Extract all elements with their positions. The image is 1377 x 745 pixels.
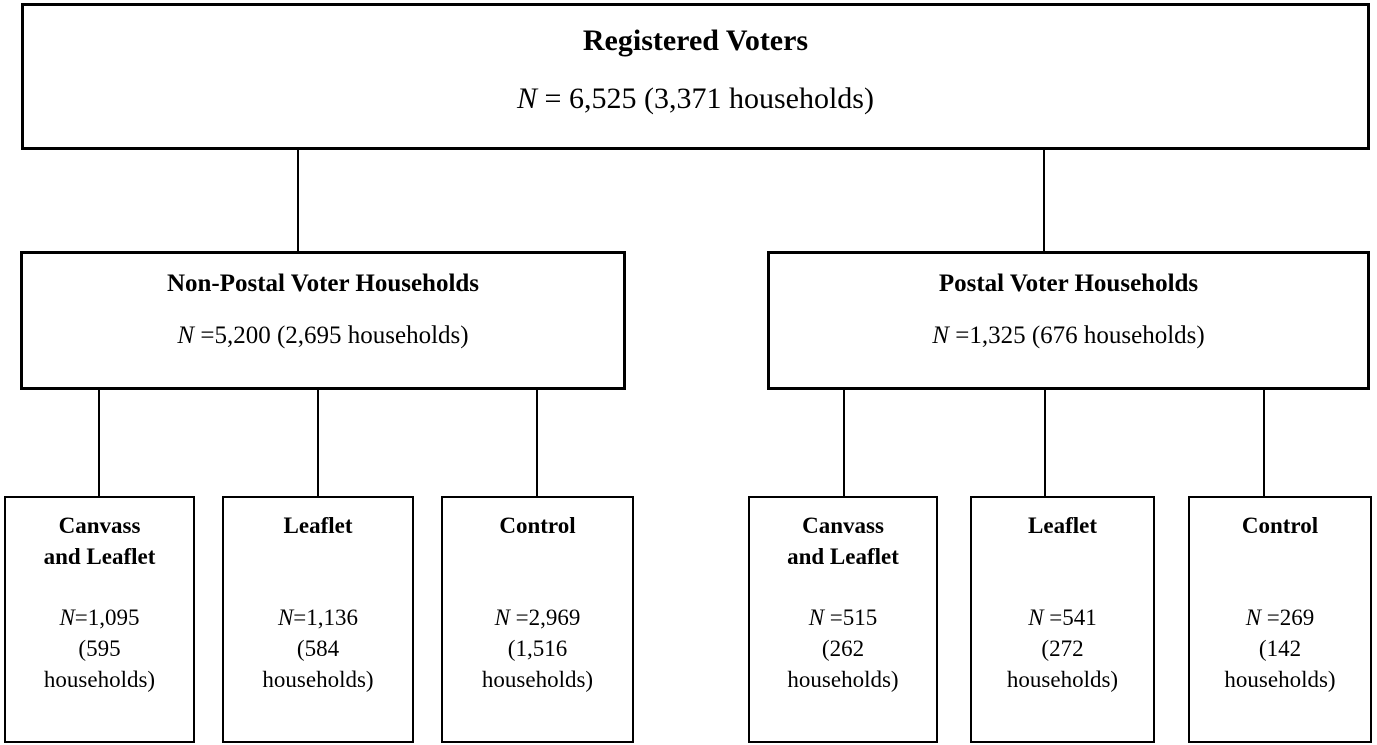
arm-n <box>1190 602 1370 633</box>
arm-title <box>750 510 936 572</box>
connector-nonpostal-to-canvass <box>98 388 100 497</box>
arm-title <box>443 510 632 541</box>
arm-title-line1: Control <box>499 513 576 538</box>
arm-title-line2: and Leaflet <box>43 544 156 569</box>
connector-root-to-nonpostal <box>297 148 299 251</box>
n-symbol: N <box>932 322 949 349</box>
arm-households-line1: (595 <box>78 636 121 661</box>
non-postal-count <box>23 322 623 350</box>
arm-n <box>972 602 1153 633</box>
n-symbol: N <box>517 82 538 115</box>
connector-postal-to-canvass <box>843 388 845 497</box>
n-symbol: N <box>59 605 75 630</box>
arm-n <box>443 602 632 633</box>
arm-households-line1: (262 <box>821 636 865 661</box>
non-postal-control-box <box>441 496 634 743</box>
arm-title <box>972 510 1153 541</box>
non-postal-n-value: =5,200 (2,695 households) <box>194 322 469 349</box>
arm-n-value: =515 <box>824 605 878 630</box>
arm-households-line2: households) <box>1224 667 1336 692</box>
n-symbol: N <box>177 322 195 349</box>
non-postal-households-box <box>20 251 626 390</box>
non-postal-title: Non-Postal Voter Households <box>166 270 480 297</box>
arm-n-value: =1,136 <box>293 605 359 630</box>
arm-n-value: =2,969 <box>509 605 581 630</box>
arm-households-line2: households) <box>787 667 899 692</box>
arm-n <box>224 602 412 633</box>
n-symbol: N <box>808 605 825 630</box>
arm-title-line1: Control <box>1241 513 1319 538</box>
n-symbol: N <box>277 605 294 630</box>
arm-counts <box>1190 602 1370 695</box>
arm-title <box>224 510 412 541</box>
arm-counts <box>6 602 193 695</box>
arm-households-line2: households) <box>262 667 374 692</box>
arm-n-value: =541 <box>1043 605 1097 630</box>
registered-voters-title: Registered Voters <box>582 24 809 57</box>
arm-n-value: =269 <box>1261 605 1315 630</box>
arm-households-line2: households) <box>481 667 594 692</box>
arm-households-line2: households) <box>43 667 156 692</box>
arm-counts <box>443 602 632 695</box>
connector-postal-to-leaflet <box>1044 388 1046 497</box>
arm-n <box>6 602 193 633</box>
arm-n-value: =1,095 <box>74 605 140 630</box>
postal-count <box>770 322 1367 350</box>
non-postal-leaflet-box <box>222 496 414 743</box>
n-symbol: N <box>1245 605 1262 630</box>
connector-nonpostal-to-leaflet <box>317 388 319 497</box>
arm-title-line2: and Leaflet <box>787 544 899 569</box>
n-symbol: N <box>494 605 510 630</box>
postal-control-box <box>1188 496 1372 743</box>
arm-title <box>6 510 193 572</box>
postal-n-value: =1,325 (676 households) <box>948 322 1205 349</box>
arm-n <box>750 602 936 633</box>
connector-root-to-postal <box>1043 148 1045 251</box>
registered-voters-count <box>24 82 1367 116</box>
arm-counts <box>972 602 1153 695</box>
arm-households-line1: (584 <box>296 636 340 661</box>
postal-canvass-leaflet-box <box>748 496 938 743</box>
n-symbol: N <box>1028 605 1044 630</box>
arm-title <box>1190 510 1370 541</box>
postal-leaflet-box <box>970 496 1155 743</box>
arm-title-line1: Canvass <box>802 513 884 538</box>
arm-title-line1: Canvass <box>58 513 141 538</box>
connector-nonpostal-to-control <box>536 388 538 497</box>
arm-counts <box>750 602 936 695</box>
registered-voters-n-value: = 6,525 (3,371 households) <box>537 82 874 115</box>
non-postal-canvass-leaflet-box <box>4 496 195 743</box>
arm-households-line2: households) <box>1006 667 1119 692</box>
postal-title: Postal Voter Households <box>938 270 1199 297</box>
arm-households-line1: (1,516 <box>507 636 568 661</box>
arm-households-line1: (142 <box>1258 636 1302 661</box>
arm-counts <box>224 602 412 695</box>
connector-postal-to-control <box>1263 388 1265 497</box>
arm-households-line1: (272 <box>1041 636 1084 661</box>
postal-households-box <box>767 251 1370 390</box>
arm-title-line1: Leaflet <box>283 513 353 538</box>
registered-voters-box <box>21 3 1370 150</box>
arm-title-line1: Leaflet <box>1028 513 1097 538</box>
